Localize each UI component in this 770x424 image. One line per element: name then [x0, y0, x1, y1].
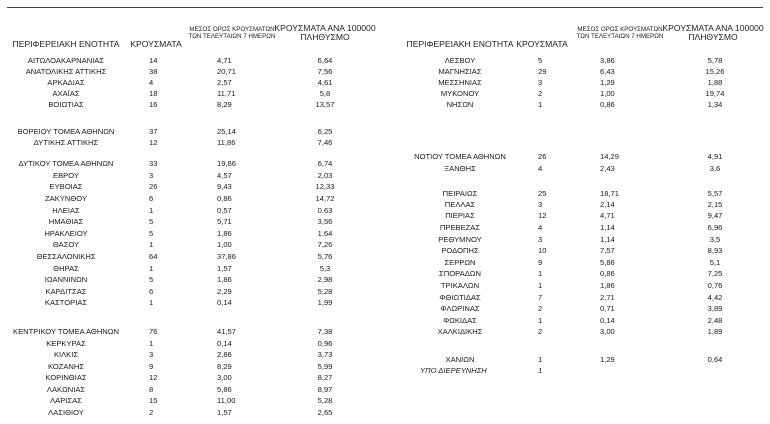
header-rate-line1: ΚΡΟΥΣΜΑΤΑ ΑΝΑ 100000 — [274, 23, 376, 33]
cell-avg: 8,29 — [217, 100, 232, 109]
cell-name: ΣΠΟΡΑΔΩΝ — [439, 269, 481, 278]
cell-rate: 0,64 — [707, 355, 723, 364]
cell-avg: 20,71 — [217, 67, 237, 76]
cell-rate: 7,38 — [317, 327, 333, 336]
cell-name: ΝΗΣΩΝ — [446, 100, 474, 109]
cell-cases: 3 — [538, 235, 543, 244]
cell-cases: 1 — [149, 206, 154, 215]
cell-cases: 1 — [538, 355, 543, 364]
cell-cases: 2 — [149, 408, 154, 417]
cell-cases: 33 — [149, 159, 158, 168]
cell-avg: 2,14 — [600, 200, 615, 209]
cell-cases: 3 — [149, 350, 154, 359]
cell-cases: 5 — [538, 56, 543, 65]
cell-name: ΚΟΖΑΝΗΣ — [47, 362, 85, 371]
cell-cases: 12 — [149, 138, 158, 147]
cell-avg: 1,00 — [600, 89, 615, 98]
cell-cases: 5 — [149, 275, 154, 284]
cell-rate: 1,88 — [707, 78, 723, 87]
cell-avg: 37,86 — [217, 252, 237, 261]
cell-avg: 0,14 — [217, 298, 232, 307]
cell-rate: 2,48 — [707, 316, 723, 325]
cell-avg: 0,14 — [217, 339, 232, 348]
header-avg-right — [568, 26, 672, 40]
cell-rate: 4,61 — [317, 78, 333, 87]
cell-rate: 5,76 — [317, 252, 333, 261]
cell-rate: 2,15 — [707, 200, 723, 209]
cell-avg: 2,86 — [217, 350, 232, 359]
cell-name: ΘΑΣΟΥ — [52, 240, 80, 249]
cell-cases: 38 — [149, 67, 158, 76]
cell-cases: 8 — [149, 385, 154, 394]
cell-name: ΝΟΤΙΟΥ ΤΟΜΕΑ ΑΘΗΝΩΝ — [414, 152, 506, 161]
cell-avg: 0,86 — [600, 269, 615, 278]
header-rate-left — [270, 24, 380, 42]
cell-rate: 1,99 — [317, 298, 333, 307]
header-region-left: ΠΕΡΙΦΕΡΕΙΑΚΗ ΕΝΟΤΗΤΑ — [12, 39, 120, 49]
cell-rate: 4,42 — [707, 293, 723, 302]
cell-cases: 10 — [538, 246, 547, 255]
cell-cases: 29 — [538, 67, 547, 76]
header-rate-line1: ΚΡΟΥΣΜΑΤΑ ΑΝΑ 100000 — [662, 23, 764, 33]
header-cases-left: ΚΡΟΥΣΜΑΤΑ — [130, 39, 182, 49]
cell-name: ΠΕΙΡΑΙΩΣ — [442, 189, 478, 198]
cell-avg: 18,71 — [600, 189, 620, 198]
cell-rate: 1,89 — [707, 327, 723, 336]
cell-name: ΚΑΣΤΟΡΙΑΣ — [44, 298, 88, 307]
cell-name: ΥΠΟ ΔΙΕΡΕΥΝΗΣΗ — [420, 366, 487, 375]
cell-cases: 3 — [538, 78, 543, 87]
cell-rate: 5,8 — [319, 89, 331, 98]
cell-rate: 3,56 — [317, 217, 333, 226]
cell-cases: 7 — [538, 293, 543, 302]
cell-cases: 4 — [149, 78, 154, 87]
cell-avg: 0,71 — [600, 304, 615, 313]
cell-rate: 5,1 — [709, 258, 721, 267]
cell-name: ΞΑΝΘΗΣ — [444, 164, 476, 173]
header-avg-line2: ΤΩΝ ΤΕΛΕΥΤΑΙΩΝ 7 ΗΜΕΡΩΝ — [188, 33, 276, 40]
cell-avg: 3,00 — [217, 373, 232, 382]
cell-name: ΖΑΚΥΝΘΟΥ — [45, 194, 87, 203]
cell-rate: 6,96 — [707, 223, 723, 232]
cell-name: ΦΘΙΩΤΙΔΑΣ — [439, 293, 481, 302]
cell-avg: 0,86 — [600, 100, 615, 109]
cell-avg: 5,86 — [600, 258, 615, 267]
cell-name: ΡΕΘΥΜΝΟΥ — [438, 235, 482, 244]
cell-rate: 5,57 — [707, 189, 723, 198]
cell-rate: 7,26 — [317, 240, 333, 249]
cell-cases: 3 — [538, 200, 543, 209]
cell-name: ΘΕΣΣΑΛΟΝΙΚΗΣ — [36, 252, 96, 261]
cell-cases: 12 — [538, 211, 547, 220]
cell-avg: 11,86 — [217, 138, 236, 147]
cell-avg: 3,86 — [600, 56, 615, 65]
header-avg-line1: ΜΕΣΟΣ ΟΡΟΣ ΚΡΟΥΣΜΑΤΩΝ — [577, 26, 663, 33]
cell-name: ΜΥΚΟΝΟΥ — [440, 89, 480, 98]
cell-name: ΤΡΙΚΑΛΩΝ — [440, 281, 480, 290]
cell-avg: 5,71 — [217, 217, 232, 226]
cell-cases: 1 — [149, 240, 154, 249]
cell-cases: 37 — [149, 127, 158, 136]
cell-rate: 19,74 — [705, 89, 725, 98]
cell-rate: 3,89 — [707, 304, 723, 313]
header-avg-left — [180, 26, 284, 40]
cell-name: ΑΙΤΩΛΟΑΚΑΡΝΑΝΙΑΣ — [27, 56, 105, 65]
cell-cases: 2 — [538, 304, 543, 313]
cell-name: ΜΕΣΣΗΝΙΑΣ — [438, 78, 482, 87]
cell-cases: 64 — [149, 252, 158, 261]
cell-avg: 0,14 — [600, 316, 615, 325]
cell-name: ΛΕΣΒΟΥ — [444, 56, 476, 65]
cell-rate: 9,47 — [707, 211, 723, 220]
cell-rate: 5,28 — [317, 287, 333, 296]
cell-avg: 14,29 — [600, 152, 620, 161]
cell-cases: 6 — [149, 194, 154, 203]
cell-name: ΛΑΡΙΣΑΣ — [50, 396, 82, 405]
cell-rate: 3,6 — [709, 164, 721, 173]
cell-name: ΘΗΡΑΣ — [53, 264, 79, 273]
cell-name: ΔΥΤΙΚΟΥ ΤΟΜΕΑ ΑΘΗΝΩΝ — [18, 159, 114, 168]
header-rate-line2: ΠΛΗΘΥΣΜΟ — [688, 32, 738, 42]
cell-avg: 0,57 — [217, 206, 232, 215]
cell-cases: 4 — [538, 164, 543, 173]
cell-avg: 1,86 — [600, 281, 615, 290]
cell-cases: 5 — [149, 217, 154, 226]
cell-avg: 1,14 — [600, 223, 615, 232]
cell-name: ΠΕΛΛΑΣ — [444, 200, 476, 209]
cell-rate: 2,03 — [317, 171, 333, 180]
cell-rate: 7,46 — [317, 138, 333, 147]
cell-cases: 3 — [149, 171, 154, 180]
top-rule — [7, 7, 763, 8]
cell-cases: 2 — [538, 327, 543, 336]
cell-rate: 6,25 — [317, 127, 333, 136]
cell-cases: 15 — [149, 396, 158, 405]
cell-cases: 16 — [149, 100, 158, 109]
cell-rate: 0,96 — [317, 339, 333, 348]
cell-avg: 0,86 — [217, 194, 232, 203]
cell-avg: 19,86 — [217, 159, 237, 168]
header-cases-right: ΚΡΟΥΣΜΑΤΑ — [516, 39, 568, 49]
cell-avg: 2,29 — [217, 287, 232, 296]
cell-rate: 15,26 — [705, 67, 725, 76]
header-avg-line1: ΜΕΣΟΣ ΟΡΟΣ ΚΡΟΥΣΜΑΤΩΝ — [189, 26, 275, 33]
cell-cases: 9 — [538, 258, 543, 267]
cell-avg: 11,00 — [217, 396, 236, 405]
cell-avg: 1,86 — [217, 229, 232, 238]
cell-cases: 5 — [149, 229, 154, 238]
cell-rate: 13,57 — [315, 100, 335, 109]
cell-avg: 25,14 — [217, 127, 237, 136]
cell-cases: 1 — [149, 298, 154, 307]
cell-rate: 14,72 — [315, 194, 335, 203]
cell-name: ΒΟΙΩΤΙΑΣ — [48, 100, 84, 109]
cell-name: ΚΕΡΚΥΡΑΣ — [46, 339, 86, 348]
cell-avg: 1,14 — [600, 235, 615, 244]
header-rate-right — [660, 24, 766, 42]
cell-cases: 2 — [538, 89, 543, 98]
cell-name: ΚΙΛΚΙΣ — [53, 350, 79, 359]
cell-avg: 3,00 — [600, 327, 615, 336]
cell-rate: 5,3 — [319, 264, 331, 273]
cell-avg: 2,71 — [600, 293, 615, 302]
cell-avg: 8,29 — [217, 362, 232, 371]
cell-cases: 1 — [538, 269, 543, 278]
cell-rate: 4,91 — [707, 152, 723, 161]
cell-rate: 3,5 — [709, 235, 721, 244]
cell-avg: 2,43 — [600, 164, 615, 173]
header-avg-line2: ΤΩΝ ΤΕΛΕΥΤΑΙΩΝ 7 ΗΜΕΡΩΝ — [576, 33, 664, 40]
cell-cases: 1 — [149, 339, 154, 348]
cell-cases: 6 — [149, 287, 154, 296]
cell-cases: 18 — [149, 89, 158, 98]
cell-cases: 1 — [538, 316, 543, 325]
cell-rate: 5,28 — [317, 396, 333, 405]
cell-name: ΚΟΡΙΝΘΙΑΣ — [45, 373, 87, 382]
cell-name: ΙΩΑΝΝΙΝΩΝ — [44, 275, 88, 284]
cell-avg: 1,57 — [217, 408, 232, 417]
cell-rate: 6,74 — [317, 159, 333, 168]
header-rate-line2: ΠΛΗΘΥΣΜΟ — [300, 32, 350, 42]
cell-avg: 4,57 — [217, 171, 232, 180]
header-region-right: ΠΕΡΙΦΕΡΕΙΑΚΗ ΕΝΟΤΗΤΑ — [406, 39, 514, 49]
cell-rate: 8,93 — [707, 246, 723, 255]
cell-name: ΠΙΕΡΙΑΣ — [445, 211, 475, 220]
cell-cases: 1 — [538, 100, 543, 109]
cell-rate: 0,63 — [317, 206, 333, 215]
cell-name: ΦΛΩΡΙΝΑΣ — [440, 304, 480, 313]
cell-name: ΗΛΕΙΑΣ — [52, 206, 80, 215]
cell-rate: 5,99 — [317, 362, 333, 371]
cell-avg: 4,71 — [600, 211, 615, 220]
cell-avg: 41,57 — [217, 327, 237, 336]
cell-rate: 3,73 — [317, 350, 333, 359]
cell-name: ΕΒΡΟΥ — [53, 171, 79, 180]
cell-cases: 9 — [149, 362, 154, 371]
cell-name: ΕΥΒΟΙΑΣ — [49, 182, 83, 191]
cell-avg: 1,00 — [217, 240, 232, 249]
cell-name: ΛΑΚΩΝΙΑΣ — [46, 385, 86, 394]
cell-rate: 2,98 — [317, 275, 333, 284]
cell-avg: 1,86 — [217, 275, 232, 284]
cell-rate: 0,76 — [707, 281, 723, 290]
cell-name: ΑΧΑΪΑΣ — [52, 89, 80, 98]
cell-cases: 1 — [538, 366, 543, 375]
cell-avg: 1,57 — [217, 264, 232, 273]
cell-name: ΧΑΝΙΩΝ — [445, 355, 475, 364]
cell-avg: 1,29 — [600, 78, 615, 87]
cell-rate: 8,27 — [317, 373, 333, 382]
cell-avg: 9,43 — [217, 182, 232, 191]
cell-name: ΠΡΕΒΕΖΑΣ — [439, 223, 481, 232]
cell-name: ΒΟΡΕΙΟΥ ΤΟΜΕΑ ΑΘΗΝΩΝ — [17, 127, 115, 136]
cell-cases: 14 — [149, 56, 158, 65]
cell-cases: 1 — [538, 281, 543, 290]
cell-cases: 76 — [149, 327, 158, 336]
cell-avg: 5,86 — [217, 385, 232, 394]
cell-cases: 4 — [538, 223, 543, 232]
cell-avg: 7,57 — [600, 246, 615, 255]
cell-rate: 7,25 — [707, 269, 723, 278]
cell-cases: 12 — [149, 373, 158, 382]
cell-name: ΧΑΛΚΙΔΙΚΗΣ — [437, 327, 483, 336]
cell-rate: 8,97 — [317, 385, 333, 394]
cell-rate: 1,64 — [317, 229, 333, 238]
cell-avg: 11,71 — [217, 89, 236, 98]
cell-name: ΛΑΣΙΘΙΟΥ — [48, 408, 84, 417]
cell-cases: 26 — [149, 182, 158, 191]
cell-name: ΡΟΔΟΠΗΣ — [441, 246, 479, 255]
cell-rate: 2,65 — [317, 408, 333, 417]
cell-rate: 5,78 — [707, 56, 723, 65]
cell-name: ΑΡΚΑΔΙΑΣ — [47, 78, 85, 87]
cell-cases: 1 — [149, 264, 154, 273]
cell-cases: 26 — [538, 152, 547, 161]
cell-avg: 4,71 — [217, 56, 232, 65]
cell-name: ΑΝΑΤΟΛΙΚΗΣ ΑΤΤΙΚΗΣ — [25, 67, 107, 76]
cell-avg: 1,29 — [600, 355, 615, 364]
cell-name: ΦΩΚΙΔΑΣ — [443, 316, 477, 325]
cell-name: ΚΑΡΔΙΤΣΑΣ — [45, 287, 87, 296]
cell-cases: 25 — [538, 189, 547, 198]
cell-avg: 2,57 — [217, 78, 232, 87]
cell-name: ΗΜΑΘΙΑΣ — [48, 217, 84, 226]
cell-rate: 12,33 — [315, 182, 335, 191]
cell-name: ΗΡΑΚΛΕΙΟΥ — [44, 229, 88, 238]
cell-rate: 1,34 — [707, 100, 723, 109]
cell-name: ΔΥΤΙΚΗΣ ΑΤΤΙΚΗΣ — [33, 138, 99, 147]
cell-name: ΚΕΝΤΡΙΚΟΥ ΤΟΜΕΑ ΑΘΗΝΩΝ — [13, 327, 119, 336]
cell-name: ΣΕΡΡΩΝ — [444, 258, 476, 267]
cell-name: ΜΑΓΝΗΣΙΑΣ — [438, 67, 482, 76]
cell-rate: 6,64 — [317, 56, 333, 65]
cell-rate: 7,56 — [317, 67, 333, 76]
cell-avg: 6,43 — [600, 67, 615, 76]
